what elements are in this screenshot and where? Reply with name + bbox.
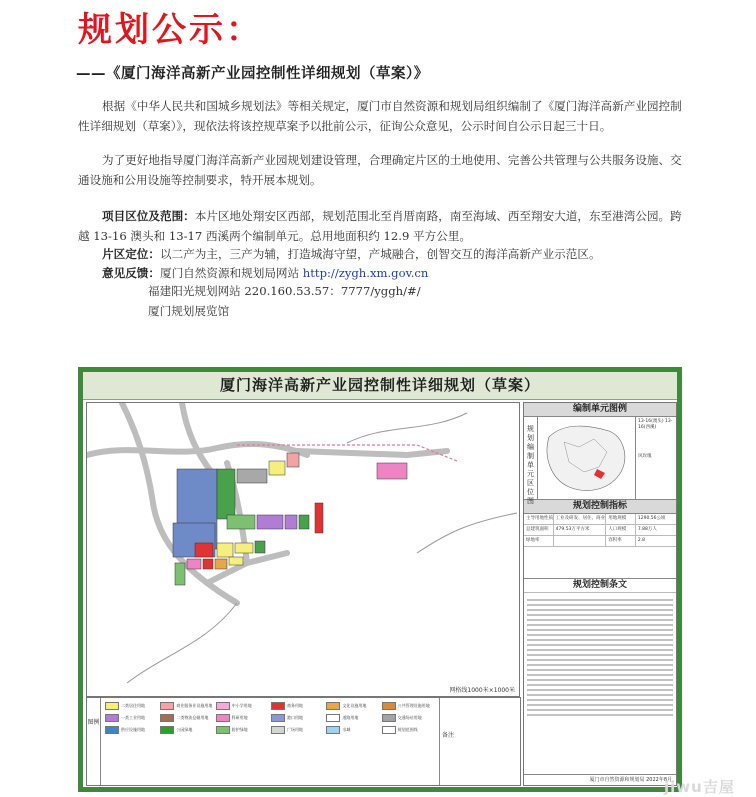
- legend-item-label: 公共管理设施用地: [397, 703, 430, 708]
- note-label: 备注: [442, 732, 455, 739]
- poster-title: 厦门海洋高新产业园控制性详细规划（草案）: [83, 372, 677, 400]
- legend-item: [271, 726, 324, 734]
- parcel-grey-1: [237, 469, 267, 483]
- indicator-key: 主导用地性质: [524, 514, 554, 524]
- inset-legend: [635, 417, 677, 499]
- purpose-paragraph: 为了更好地指导厦门海洋高新产业园规划建设管理，合理确定片区的土地使用、完善公共管理与公共服务设施、交通设施和公用设施等控制要求，特开展本规划。: [78, 153, 682, 187]
- legend-swatch: [382, 714, 396, 722]
- parcel-pink-3: [377, 463, 407, 479]
- positioning-label: 片区定位：: [102, 247, 160, 261]
- parcel-pink-1: [287, 453, 299, 467]
- legend-item-label: 港口用地: [286, 715, 303, 720]
- legend-item: [326, 714, 379, 722]
- legend-swatch: [160, 726, 174, 734]
- legend-item: [216, 714, 269, 722]
- legend-item-label: 公园绿地: [176, 727, 193, 732]
- inset-compass-label: 风玫瑰: [638, 454, 652, 459]
- legend-item-label: 规划范围线: [397, 727, 418, 732]
- inset-side-label: 规划编制单元区位图: [524, 417, 538, 499]
- parcel-yellow-4: [229, 557, 243, 565]
- feedback-exhibition-hall: 厦门规划展览馆: [148, 304, 230, 318]
- indicator-value: 1290.56公顷: [637, 516, 666, 521]
- feedback-site1-link[interactable]: http://zygh.xm.gov.cn: [302, 266, 429, 280]
- legend-item-label: 供应设施用地: [121, 727, 145, 732]
- parcel-pink-2: [187, 559, 201, 569]
- scope-label: 项目区位及范围：: [102, 209, 195, 223]
- legend-swatch: [105, 714, 119, 722]
- parcel-yellow-1: [269, 461, 285, 475]
- legend-item: [105, 702, 158, 710]
- legend-swatch: [105, 726, 119, 734]
- table-row: [524, 525, 676, 536]
- feedback-label: 意见反馈：: [102, 266, 160, 280]
- land-use-map: [86, 402, 520, 697]
- parcel-orange-1: [215, 559, 227, 569]
- legend-swatch: [326, 714, 340, 722]
- legend-item-label: 一类工业用地: [121, 715, 145, 720]
- indicator-value: 工业及研发、居住、商业: [554, 514, 607, 524]
- rules-text-block: [524, 593, 676, 722]
- indicator-key: 用地规模: [606, 514, 636, 524]
- legend-swatch: [271, 702, 285, 710]
- parcel-green-3: [299, 515, 309, 529]
- map-legend: [86, 697, 521, 786]
- indicator-value: 7.88万人: [637, 527, 657, 532]
- poster-footer: 厦门市自然资源和规划局 2022年8月: [524, 774, 676, 785]
- inset-units: 13-16(澳头) 13-16(西溪): [638, 419, 673, 430]
- inset-header: 编制单元图例: [524, 403, 676, 417]
- watermark: jiwu吉屋: [664, 778, 735, 796]
- legend-item-label: 交通场站用地: [397, 715, 422, 720]
- legend-swatch: [382, 726, 396, 734]
- legend-swatch: [326, 726, 340, 734]
- legend-swatch: [271, 714, 285, 722]
- legend-item-label: 防护绿地: [231, 727, 248, 732]
- legend-item-label: 水域: [342, 727, 351, 732]
- page-headline: 规划公示：: [78, 10, 263, 50]
- legend-item: [382, 702, 435, 710]
- indicators-header: 规划控制指标: [524, 500, 676, 514]
- legend-item: [160, 702, 213, 710]
- legend-item: [382, 726, 435, 734]
- parcel-red-2: [195, 543, 213, 557]
- legend-swatch: [326, 702, 340, 710]
- side-panel: [523, 402, 677, 786]
- parcel-purple-1: [257, 515, 283, 529]
- scope-text: 本片区地处翔安区西部，规划范围北至肖厝南路，南至海域、西至翔安大道，东至港湾公园。跨越 13-16 澳头和 13-17 西溪两个编制单元。总用地面积约 12.9 平方公里。: [78, 209, 682, 243]
- legend-item: [160, 714, 213, 722]
- scope-paragraph: [78, 206, 688, 246]
- rules-header: 规划控制条文: [524, 579, 676, 593]
- legend-item: [271, 714, 324, 722]
- parcel-red-1: [315, 503, 323, 533]
- indicator-key: 人口规模: [606, 525, 636, 535]
- legend-item-label: 中小学用地: [231, 703, 252, 708]
- feedback-site2: 福建阳光规划网站 220.160.53.57：7777/yggh/#/: [148, 284, 421, 298]
- legend-swatch: [216, 726, 230, 734]
- parcel-purple-2: [285, 515, 297, 529]
- legend-grid: [105, 702, 435, 734]
- plan-subtitle: ——《厦门海洋高新产业园控制性详细规划（草案）》: [76, 66, 429, 82]
- parcel-yellow-2: [217, 543, 233, 557]
- parcel-green-2: [227, 515, 255, 529]
- indicator-key: 绿地率: [524, 536, 554, 546]
- legend-item: [382, 714, 435, 722]
- feedback-paragraph: [78, 263, 688, 283]
- legend-label: 图例: [87, 698, 101, 785]
- indicators-table: [524, 514, 676, 579]
- legend-item-label: 二类居住用地: [121, 703, 145, 708]
- indicator-key: 总建筑面积: [524, 525, 554, 535]
- legend-item: [326, 726, 379, 734]
- legend-item-label: 道路用地: [342, 715, 359, 720]
- indicator-value: 479.53万平方米: [554, 525, 607, 535]
- inset-section: [524, 417, 676, 505]
- parcel-green-5: [175, 563, 185, 585]
- indicator-value: [554, 536, 607, 546]
- legend-item-label: 广场用地: [286, 727, 303, 732]
- plan-poster: [78, 367, 682, 792]
- legend-item: [105, 726, 158, 734]
- parcel-red-3: [203, 559, 213, 569]
- map-scale-note: 网格线1000米×1000米: [449, 687, 515, 694]
- table-row: [524, 536, 676, 547]
- legend-item: [216, 702, 269, 710]
- legend-item: [271, 702, 324, 710]
- parcel-yellow-3: [235, 543, 253, 553]
- intro-paragraph: 根据《中华人民共和国城乡规划法》等相关规定，厦门市自然资源和规划局组织编制了《厦门海洋高新产业园控制性详细规划（草案）》，现依法将该控规草案予以批前公示，征询公众意见，公示时间自公示日起三十日。: [78, 99, 682, 133]
- legend-item-label: 科研用地: [231, 715, 248, 720]
- legend-swatch: [105, 702, 119, 710]
- legend-swatch: [160, 714, 174, 722]
- legend-item: [216, 726, 269, 734]
- legend-swatch: [216, 702, 230, 710]
- legend-swatch: [160, 702, 174, 710]
- parcel-green-4: [255, 541, 265, 553]
- feedback-site1: 厦门自然资源和规划局网站: [159, 266, 303, 280]
- legend-item: [105, 714, 158, 722]
- indicator-key: 容积率: [606, 536, 636, 546]
- indicator-value: 2.8: [637, 538, 646, 543]
- legend-swatch: [216, 714, 230, 722]
- legend-item-label: 文化设施用地: [342, 703, 367, 708]
- legend-swatch: [382, 702, 396, 710]
- parcel-green-1: [217, 469, 235, 519]
- legend-item-label: 商业服务业设施用地: [176, 703, 213, 708]
- table-row: [524, 514, 676, 525]
- positioning-text: 以二产为主，三产为辅，打造城海守望，产城融合，创智交互的海洋高新产业示范区。: [159, 247, 601, 261]
- inset-map: [539, 417, 634, 499]
- positioning-paragraph: [78, 244, 688, 264]
- note-box: [439, 698, 520, 785]
- legend-item: [160, 726, 213, 734]
- legend-swatch: [271, 726, 285, 734]
- legend-item-label: 二类物流仓储用地: [176, 715, 209, 720]
- legend-item-label: 商务用地: [286, 703, 303, 708]
- legend-item: [326, 702, 379, 710]
